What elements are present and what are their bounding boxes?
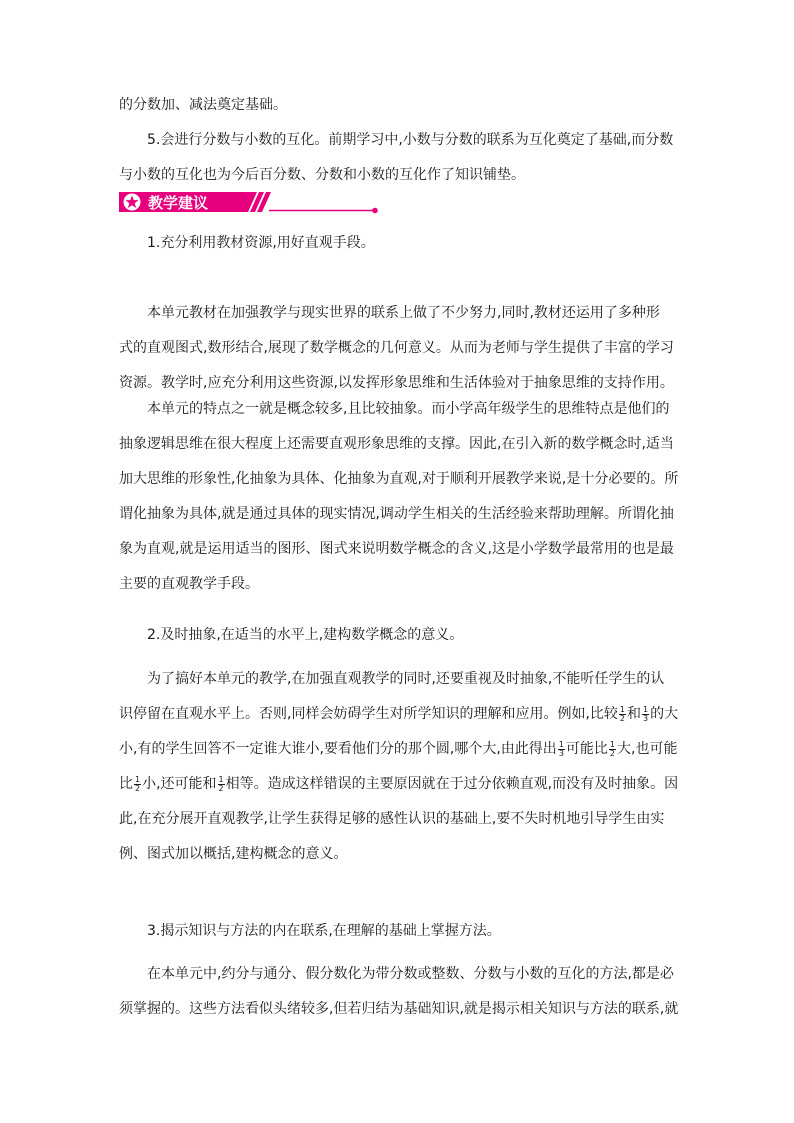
fraction-one-half bbox=[218, 776, 225, 793]
denominator: 3 bbox=[558, 748, 564, 758]
text-line bbox=[119, 732, 677, 767]
text-line bbox=[119, 767, 677, 802]
denominator: 2 bbox=[218, 783, 224, 793]
text-line: 为了搞好本单元的教学,在加强直观教学的同时,还要重视及时抽象,不能听任学生的认 bbox=[147, 671, 665, 687]
numerator: 1 bbox=[619, 704, 625, 714]
section-title: 教学建议 bbox=[148, 194, 209, 212]
denominator: 2 bbox=[609, 748, 615, 758]
section3-heading bbox=[119, 914, 705, 949]
item-5: 5.会进行分数与小数的互化。前期学习中,小数与分数的联系为互化奠定了基础,而分数 bbox=[147, 132, 674, 148]
header-rule-dot bbox=[372, 208, 378, 214]
section1-paragraph1 bbox=[119, 296, 677, 401]
text-line: 主要的直观教学手段。 bbox=[119, 576, 259, 592]
text-line: 的分数加、减法奠定基础。 bbox=[119, 97, 287, 113]
denominator: 2 bbox=[135, 783, 141, 793]
text-line: 此,在充分展开直观教学,让学生获得足够的感性认识的基础上,要不失时机地引导学生由实 bbox=[119, 811, 665, 827]
denominator: 2 bbox=[619, 713, 625, 723]
text-run: 识停留在直观水平上。否则,同样会妨碍学生对所学知识的理解和应用。例如,比较 bbox=[119, 706, 618, 722]
text-run: 比 bbox=[119, 776, 133, 792]
text-line: 抽象逻辑思维在很大程度上还需要直观形象思维的支撑。因此,在引入新的数学概念时,适当 bbox=[119, 436, 674, 452]
text-run: 和 bbox=[627, 706, 641, 722]
numerator: 1 bbox=[135, 774, 141, 784]
text-run: 小,有的学生回答不一定谁大谁小,要看他们分的那个圆,哪个大,由此得出 bbox=[119, 741, 557, 757]
text-line: 本单元的特点之一就是概念较多,且比较抽象。而小学高年级学生的思维特点是他们的 bbox=[147, 401, 670, 417]
intro-block bbox=[119, 88, 677, 193]
numerator: 1 bbox=[558, 739, 564, 749]
section2-paragraph bbox=[119, 662, 677, 872]
fraction-one-third bbox=[558, 741, 565, 758]
section3-paragraph bbox=[119, 957, 677, 1027]
section1-heading bbox=[119, 226, 705, 261]
text-line: 本单元教材在加强教学与现实世界的联系上做了不少努力,同时,教材还运用了多种形 bbox=[147, 305, 660, 321]
heading-text: 2.及时抽象,在适当的水平上,建构数学概念的意义。 bbox=[147, 627, 464, 643]
text-line: 与小数的互化也为今后百分数、分数和小数的互化作了知识铺垫。 bbox=[119, 167, 525, 183]
heading-text: 1.充分利用教材资源,用好直观手段。 bbox=[147, 235, 375, 251]
section2-heading bbox=[119, 618, 705, 653]
numerator: 1 bbox=[643, 704, 649, 714]
text-run: 可能比 bbox=[565, 741, 608, 757]
fraction-one-half bbox=[134, 776, 141, 793]
text-run: 大,也可能 bbox=[617, 741, 678, 757]
text-line: 式的直观图式,数形结合,展现了数学概念的几何意义。从而为老师与学生提供了丰富的学习 bbox=[119, 340, 674, 356]
text-line: 在本单元中,约分与通分、假分数化为带分数或整数、分数与小数的互化的方法,都是必 bbox=[147, 966, 674, 982]
fraction-one-half bbox=[619, 706, 626, 723]
numerator: 1 bbox=[218, 774, 224, 784]
section-header-graphic bbox=[119, 190, 381, 214]
heading-text: 3.揭示知识与方法的内在联系,在理解的基础上掌握方法。 bbox=[147, 923, 501, 939]
text-line: 例、图式加以概括,建构概念的意义。 bbox=[119, 846, 348, 862]
denominator: 3 bbox=[643, 713, 649, 723]
text-line: 须掌握的。这些方法看似头绪较多,但若归结为基础知识,就是揭示相关知识与方法的联系,就 bbox=[119, 1001, 679, 1017]
text-line: 象为直观,就是运用适当的图形、图式来说明数学概念的含义,这是小学数学最常用的也是最 bbox=[119, 541, 674, 557]
fraction-one-third bbox=[642, 706, 649, 723]
numerator: 1 bbox=[609, 739, 615, 749]
text-run: 小,还可能和 bbox=[142, 776, 217, 792]
text-line: 谓化抽象为具体,就是通过具体的现实情况,调动学生相关的生活经验来帮助理解。所谓化抽 bbox=[119, 506, 674, 522]
text-run: 相等。造成这样错误的主要原因就在于过分依赖直观,而没有及时抽象。因 bbox=[225, 776, 679, 792]
section1-paragraph2 bbox=[119, 392, 677, 602]
fraction-one-half bbox=[609, 741, 616, 758]
text-run: 的大 bbox=[650, 706, 679, 722]
text-line: 加大思维的形象性,化抽象为具体、化抽象为直观,对于顺利开展教学来说,是十分必要的。所 bbox=[119, 471, 679, 487]
text-line bbox=[119, 697, 677, 732]
section-header-banner bbox=[119, 190, 381, 214]
text-line: 资源。教学时,应充分利用这些资源,以发挥形象思维和生活体验对于抽象思维的支持作用。 bbox=[119, 375, 674, 391]
